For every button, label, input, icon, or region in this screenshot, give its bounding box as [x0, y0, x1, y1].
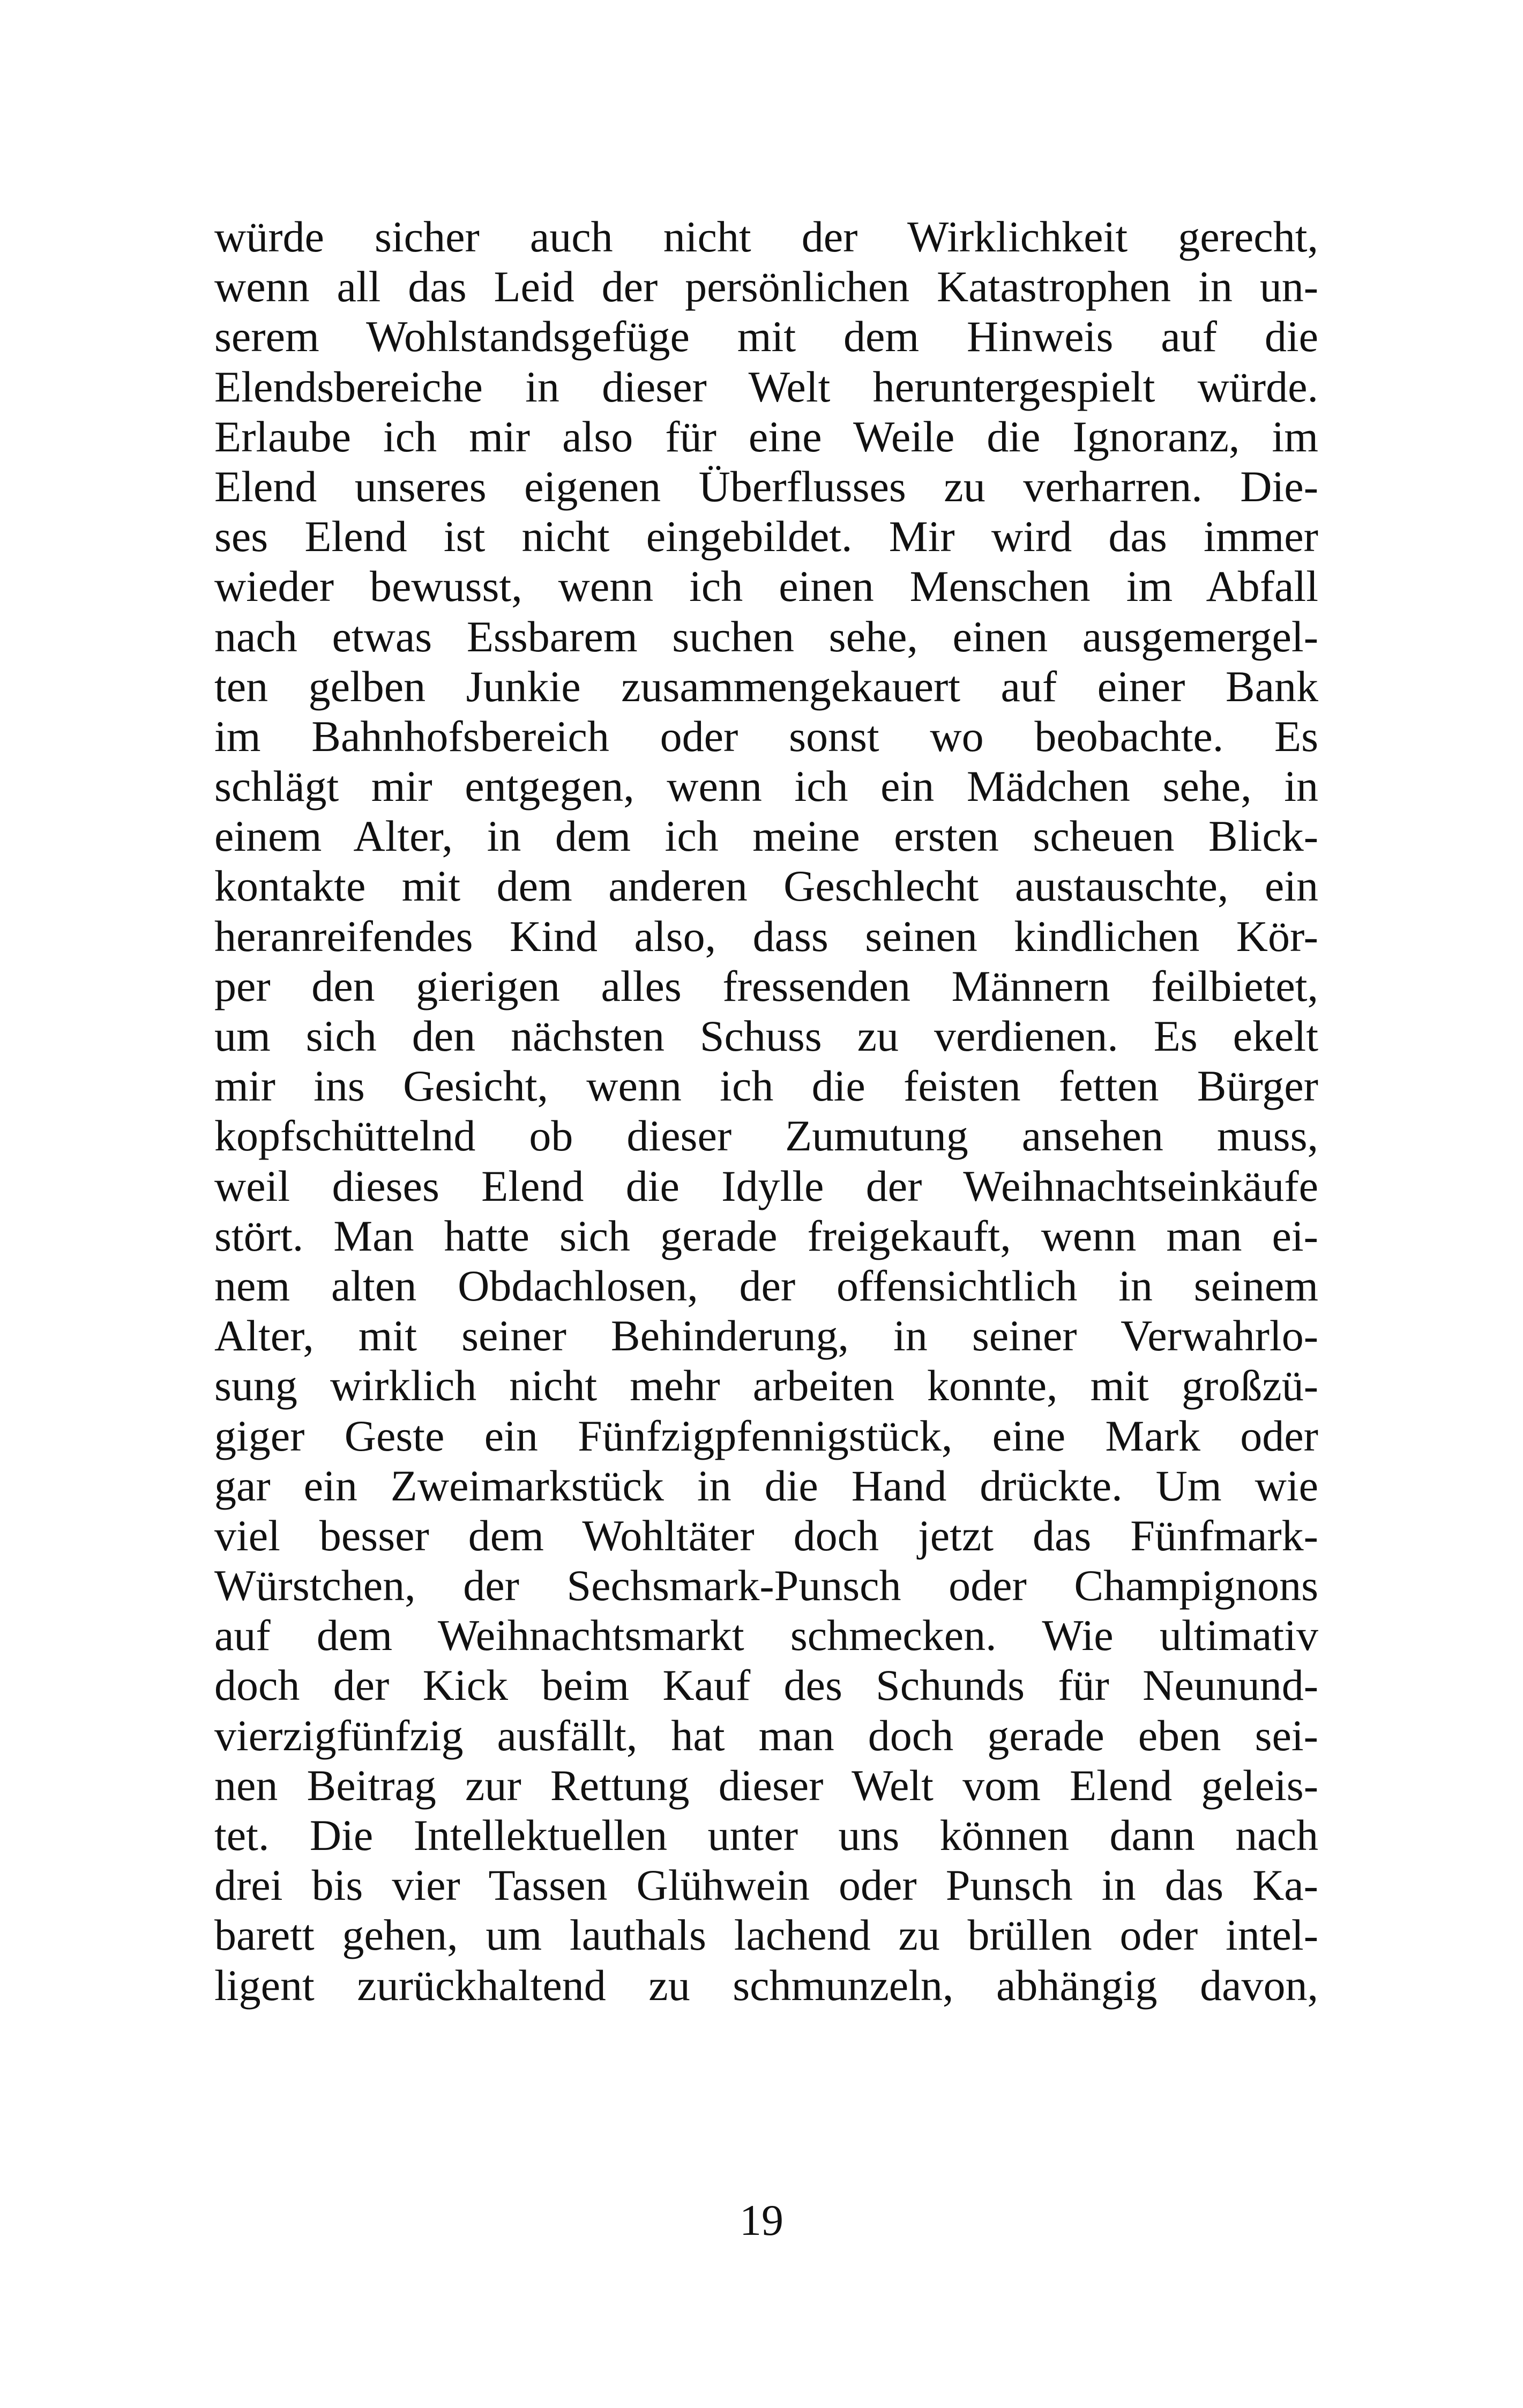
text-line: Erlaube ich mir also für eine Weile die Ignoranz, im: [214, 412, 1318, 461]
text-line: nach etwas Essbarem suchen sehe, einen ausgemergel-: [214, 612, 1318, 661]
text-line: viel besser dem Wohltäter doch jetzt das Fünfmark-: [214, 1511, 1318, 1560]
text-line: ligent zurückhaltend zu schmunzeln, abhängig davon,: [214, 1960, 1318, 2010]
text-line: ses Elend ist nicht eingebildet. Mir wird das immer: [214, 512, 1318, 561]
text-line: um sich den nächsten Schuss zu verdienen. Es ekelt: [214, 1012, 1318, 1060]
text-line: tet. Die Intellektuellen unter uns können dann nach: [214, 1811, 1318, 1860]
text-line: vierzigfünfzig ausfällt, hat man doch gerade eben sei-: [214, 1711, 1318, 1760]
text-line: Würstchen, der Sechsmark-Punsch oder Champignons: [214, 1561, 1318, 1610]
text-line: kopfschüttelnd ob dieser Zumutung ansehen muss,: [214, 1111, 1318, 1161]
text-line: Elendsbereiche in dieser Welt heruntergespielt würde.: [214, 362, 1318, 411]
page-number: 19: [740, 2196, 783, 2245]
text-line: Elend unseres eigenen Überflusses zu verharren. Die-: [214, 462, 1318, 511]
text-line: barett gehen, um lauthals lachend zu brüllen oder intel-: [214, 1911, 1318, 1960]
text-line: heranreifendes Kind also, dass seinen kindlichen Kör-: [214, 911, 1318, 961]
text-line: kontakte mit dem anderen Geschlecht austauschte, ein: [214, 861, 1318, 911]
text-line: wenn all das Leid der persönlichen Katastrophen in un-: [214, 262, 1318, 311]
body-text: [214, 212, 1318, 2010]
text-line: schlägt mir entgegen, wenn ich ein Mädchen sehe, in: [214, 762, 1318, 811]
text-line: per den gierigen alles fressenden Männern feilbietet,: [214, 961, 1318, 1010]
text-line: weil dieses Elend die Idylle der Weihnachtseinkäufe: [214, 1161, 1318, 1210]
text-line: ten gelben Junkie zusammengekauert auf einer Bank: [214, 662, 1318, 711]
text-line: würde sicher auch nicht der Wirklichkeit gerecht,: [214, 212, 1318, 261]
text-line: doch der Kick beim Kauf des Schunds für Neunund-: [214, 1661, 1318, 1710]
text-line: im Bahnhofsbereich oder sonst wo beobachte. Es: [214, 711, 1318, 761]
text-line: nem alten Obdachlosen, der offensichtlich in seinem: [214, 1261, 1318, 1310]
text-line: stört. Man hatte sich gerade freigekauft, wenn man ei-: [214, 1211, 1318, 1260]
text-line: wieder bewusst, wenn ich einen Menschen im Abfall: [214, 562, 1318, 611]
text-line: giger Geste ein Fünfzigpfennigstück, eine Mark oder: [214, 1411, 1318, 1460]
text-line: drei bis vier Tassen Glühwein oder Punsch in das Ka-: [214, 1861, 1318, 1910]
text-line: mir ins Gesicht, wenn ich die feisten fetten Bürger: [214, 1061, 1318, 1111]
text-line: Alter, mit seiner Behinderung, in seiner Verwahrlo-: [214, 1311, 1318, 1361]
text-line: gar ein Zweimarkstück in die Hand drückte. Um wie: [214, 1461, 1318, 1510]
text-line: einem Alter, in dem ich meine ersten scheuen Blick-: [214, 812, 1318, 861]
text-line: sung wirklich nicht mehr arbeiten konnte, mit großzü-: [214, 1361, 1318, 1410]
text-line: auf dem Weihnachtsmarkt schmecken. Wie ultimativ: [214, 1611, 1318, 1660]
text-line: serem Wohlstandsgefüge mit dem Hinweis auf die: [214, 312, 1318, 361]
text-line: nen Beitrag zur Rettung dieser Welt vom Elend geleis-: [214, 1760, 1318, 1810]
